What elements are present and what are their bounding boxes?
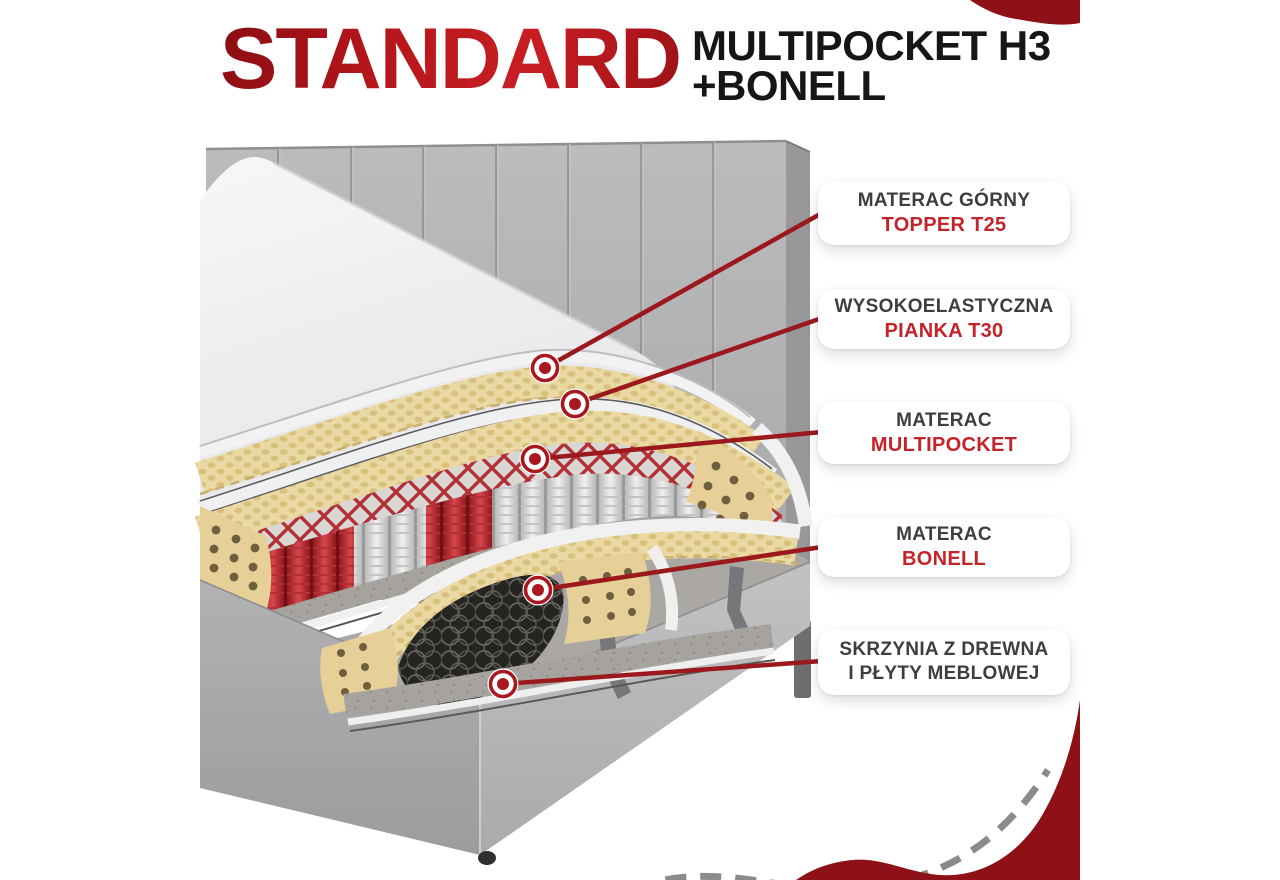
label-skrzynia-line1: SKRZYNIA Z DREWNA [839,639,1049,660]
label-multipocket-value: MULTIPOCKET [870,433,1018,456]
page-subtitle-line2: +BONELL [692,62,886,109]
label-bonell [818,517,1070,577]
callout-marker-5 [488,669,519,700]
label-topper [818,181,1070,245]
red-blob-top-right [970,0,1080,25]
label-bonell-value: BONELL [901,547,987,570]
label-topper-name: MATERAC GÓRNY [857,189,1031,211]
label-pianka [818,289,1070,349]
label-skrzynia-line2: I PŁYTY MEBLOWEJ [848,663,1040,684]
label-multipocket [818,402,1070,464]
label-pianka-name: WYSOKOELASTYCZNA [834,295,1054,317]
bed-foot [478,851,496,865]
label-bonell-name: MATERAC [896,523,992,545]
label-skrzynia [818,629,1070,695]
label-pianka-value: PIANKA T30 [884,319,1004,342]
page-title: STANDARD [220,11,681,107]
callout-marker-4 [523,575,554,606]
callout-marker-2 [560,389,591,420]
page-subtitle-line1: MULTIPOCKET H3 [692,22,1051,69]
callout-marker-3 [520,444,551,475]
callout-marker-1 [530,353,561,384]
bonell-foam-right [558,552,651,644]
label-topper-value: TOPPER T25 [881,213,1007,236]
label-multipocket-name: MATERAC [896,409,992,431]
